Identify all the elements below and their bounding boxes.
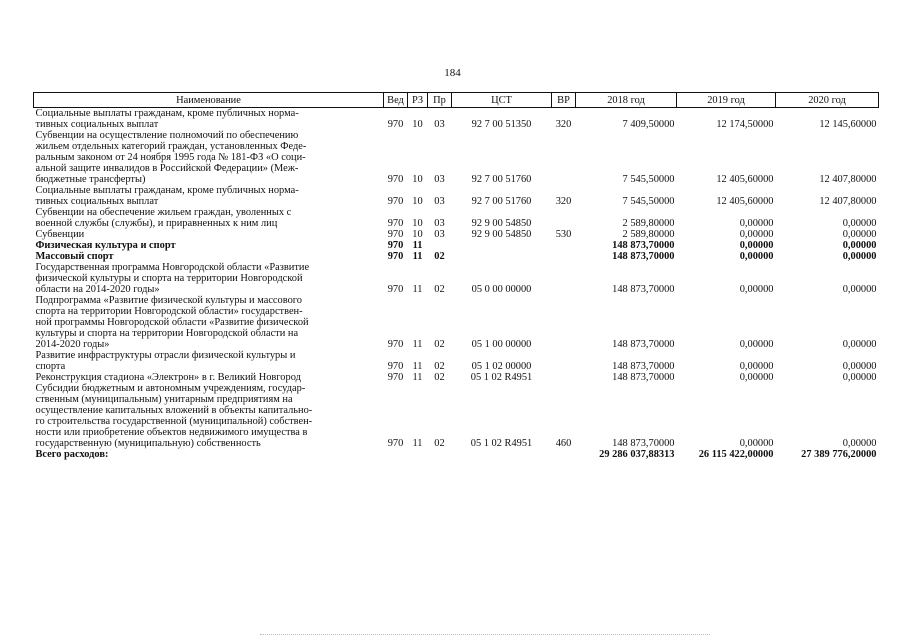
cell-pr: 03 [434, 119, 445, 130]
total-label: Всего расходов: [35, 449, 109, 460]
cell-2019: 0,00000 [739, 361, 774, 372]
row-name [34, 108, 384, 131]
cell-ved: 970 [387, 218, 404, 229]
cell-rz: 11 [412, 438, 423, 449]
row-name [34, 229, 384, 240]
cell-rz: 11 [412, 284, 423, 295]
cell-ved: 970 [387, 196, 404, 207]
cell-vr: 460 [555, 438, 572, 449]
cell-2019: 0,00000 [739, 372, 774, 383]
cell-2018: 7 545,50000 [622, 196, 675, 207]
row-name-line: спорта на территории Новгородской области» государствен- [35, 306, 303, 317]
cell-2019: 0,00000 [739, 229, 774, 240]
row-name-line: физической культуры и спорта на территории Новгородской [35, 273, 303, 284]
table-row [34, 372, 879, 383]
cell-pr: 03 [434, 174, 445, 185]
cell-pr: 02 [434, 372, 445, 383]
cell-2019: 0,00000 [739, 251, 774, 262]
cell-ved: 970 [387, 251, 404, 262]
row-name-line: альной защите инвалидов в Российской Федерации» (Меж- [35, 163, 299, 174]
cell-rz: 11 [412, 339, 423, 350]
row-name [34, 207, 384, 229]
row-name-line: ной программы Новгородской области «Развитие физической [35, 317, 309, 328]
cell-cst: 92 9 00 54850 [471, 229, 532, 240]
cell-vr [552, 130, 576, 185]
cell-pr: 02 [434, 339, 445, 350]
table-row [34, 108, 879, 131]
table-row [34, 262, 879, 295]
cell-rz: 11 [412, 372, 423, 383]
header-2019: 2019 год [677, 93, 776, 108]
cell-2018: 148 873,70000 [612, 339, 675, 350]
row-name [34, 262, 384, 295]
table-row [34, 295, 879, 350]
row-name-line: Развитие инфраструктуры отрасли физической культуры и [35, 350, 296, 361]
table-body [34, 108, 879, 450]
row-name-line: го строительства государственной (муниципальной) собствен- [35, 416, 313, 427]
cell-pr: 03 [434, 229, 445, 240]
cell-vr: 530 [555, 229, 572, 240]
row-name-line: ственным (муниципальным) унитарным предприятиям на [35, 394, 293, 405]
cell-ved: 970 [387, 174, 404, 185]
cell-2019: 12 174,50000 [716, 119, 774, 130]
row-name [34, 130, 384, 185]
table-header-row [34, 93, 879, 108]
cell-cst: 05 1 02 00000 [471, 361, 532, 372]
cell-2018: 148 873,70000 [612, 438, 675, 449]
cell-2020: 0,00000 [842, 339, 877, 350]
cell-rz: 11 [412, 251, 423, 262]
cell-vr [552, 262, 576, 295]
row-name [34, 372, 384, 383]
cell-2020: 0,00000 [842, 240, 877, 251]
total-row [34, 449, 879, 460]
cell-2019: 0,00000 [739, 438, 774, 449]
row-name-line: Государственная программа Новгородской области «Развитие [35, 262, 310, 273]
table-row [34, 229, 879, 240]
cell-ved: 970 [387, 438, 404, 449]
cell-2018: 148 873,70000 [612, 372, 675, 383]
cell-ved: 970 [387, 240, 404, 251]
cell-rz: 11 [412, 361, 423, 372]
cell-vr: 320 [555, 119, 572, 130]
row-name-line: Социальные выплаты гражданам, кроме публичных норма- [35, 185, 299, 196]
cell-2019: 12 405,60000 [716, 196, 774, 207]
row-name [34, 295, 384, 350]
cell-rz: 10 [412, 119, 423, 130]
row-name-line: культуры и спорта на территории Новгородской области на [35, 328, 299, 339]
row-name-line: Субвенции [35, 229, 85, 240]
cell-2018: 148 873,70000 [612, 240, 675, 251]
cell-cst: 05 1 02 R4951 [470, 438, 533, 449]
row-name-line: ности или приобретение объектов недвижимого имущества в [35, 427, 308, 438]
cell-rz: 10 [412, 218, 423, 229]
row-name-line: жильем отдельных категорий граждан, установленных Феде- [35, 141, 307, 152]
table-row [34, 383, 879, 449]
cell-ved: 970 [387, 372, 404, 383]
row-name [34, 185, 384, 207]
header-vr: ВР [552, 93, 576, 108]
header-rz: РЗ [408, 93, 428, 108]
table-row [34, 240, 879, 251]
cell-vr [552, 240, 576, 251]
cell-vr: 320 [555, 196, 572, 207]
cell-pr: 03 [434, 196, 445, 207]
table-row [34, 251, 879, 262]
cell-cst: 92 9 00 54850 [471, 218, 532, 229]
total-2018: 29 286 037,88313 [599, 449, 675, 460]
budget-table [33, 92, 879, 460]
header-cst: ЦСТ [452, 93, 552, 108]
cell-cst: 05 1 00 00000 [471, 339, 532, 350]
cell-rz: 10 [412, 229, 423, 240]
cell-rz: 10 [412, 174, 423, 185]
row-name-line: бюджетные трансферты) [35, 174, 146, 185]
cell-2020: 0,00000 [842, 361, 877, 372]
cell-2018: 148 873,70000 [612, 284, 675, 295]
row-name [34, 383, 384, 449]
cell-2020: 0,00000 [842, 284, 877, 295]
cell-2018: 7 545,50000 [622, 174, 675, 185]
row-name [34, 251, 384, 262]
row-name-line: Массовый спорт [35, 251, 114, 262]
cell-pr: 02 [434, 361, 445, 372]
cell-pr: 02 [434, 251, 445, 262]
row-name-line: Физическая культура и спорт [35, 240, 176, 251]
cell-2020: 0,00000 [842, 372, 877, 383]
row-name-line: военной службы (службы), и приравненных к ним лиц [35, 218, 278, 229]
cell-cst [452, 240, 552, 251]
row-name [34, 240, 384, 251]
cell-cst [452, 251, 552, 262]
row-name-line: тивных социальных выплат [35, 196, 159, 207]
cell-ved: 970 [387, 284, 404, 295]
row-name-line: Реконструкция стадиона «Электрон» в г. Великий Новгород [35, 372, 301, 383]
header-2020: 2020 год [776, 93, 879, 108]
table-row [34, 207, 879, 229]
header-ved: Вед [384, 93, 408, 108]
cell-2018: 7 409,50000 [622, 119, 675, 130]
page-number: 184 [444, 67, 461, 79]
total-2019: 26 115 422,00000 [698, 449, 774, 460]
row-name-line: Подпрограмма «Развитие физической культуры и массового [35, 295, 302, 306]
row-name-line: ральным законом от 24 ноября 1995 года № 181-ФЗ «О соци- [35, 152, 306, 163]
cell-pr: 02 [434, 284, 445, 295]
row-name-line: 2014-2020 годы» [35, 339, 110, 350]
cell-rz: 10 [412, 196, 423, 207]
row-name [34, 350, 384, 372]
row-name-line: спорта [35, 361, 66, 372]
cell-cst: 05 1 02 R4951 [470, 372, 533, 383]
cell-2020: 0,00000 [842, 229, 877, 240]
cell-cst: 05 0 00 00000 [471, 284, 532, 295]
cell-ved: 970 [387, 361, 404, 372]
cell-2018: 148 873,70000 [612, 251, 675, 262]
cell-2020: 12 407,80000 [819, 174, 877, 185]
cell-2018: 2 589,80000 [622, 229, 675, 240]
cell-ved: 970 [387, 339, 404, 350]
row-name-line: Субсидии бюджетным и автономным учреждениям, государ- [35, 383, 306, 394]
cell-2020: 0,00000 [842, 438, 877, 449]
cell-2019: 0,00000 [739, 284, 774, 295]
cell-pr: 03 [434, 218, 445, 229]
row-name-line: Социальные выплаты гражданам, кроме публичных норма- [35, 108, 299, 119]
cell-2019: 0,00000 [739, 339, 774, 350]
row-name-line: тивных социальных выплат [35, 119, 159, 130]
row-name-line: осуществление капитальных вложений в объекты капитально- [35, 405, 313, 416]
cell-pr: 02 [434, 438, 445, 449]
cell-2019: 12 405,60000 [716, 174, 774, 185]
table-row [34, 185, 879, 207]
cell-2020: 12 407,80000 [819, 196, 877, 207]
table-row [34, 350, 879, 372]
row-name-line: государственную (муниципальную) собственность [35, 438, 261, 449]
row-name-line: области на 2014-2020 годы» [35, 284, 160, 295]
cell-cst: 92 7 00 51350 [471, 119, 532, 130]
cell-2019: 0,00000 [739, 240, 774, 251]
cell-vr [552, 251, 576, 262]
cell-rz: 11 [412, 240, 423, 251]
cell-cst: 92 7 00 51760 [471, 196, 532, 207]
cell-pr [428, 240, 452, 251]
cell-2020: 0,00000 [842, 218, 877, 229]
cell-vr [552, 295, 576, 350]
table-row [34, 130, 879, 185]
cell-vr [552, 207, 576, 229]
cell-vr [552, 350, 576, 372]
cell-2019: 0,00000 [739, 218, 774, 229]
header-name: Наименование [34, 93, 384, 108]
row-name-line: Субвенции на обеспечение жильем граждан, уволенных с [35, 207, 292, 218]
cell-cst: 92 7 00 51760 [471, 174, 532, 185]
total-2020: 27 389 776,20000 [801, 449, 877, 460]
cell-2018: 148 873,70000 [612, 361, 675, 372]
header-pr: Пр [428, 93, 452, 108]
cell-vr [552, 372, 576, 383]
row-name-line: Субвенции на осуществление полномочий по обеспечению [35, 130, 299, 141]
cell-2018: 2 589,80000 [622, 218, 675, 229]
cell-ved: 970 [387, 119, 404, 130]
scan-artifact-divider [260, 634, 710, 637]
cell-2020: 0,00000 [842, 251, 877, 262]
cell-ved: 970 [387, 229, 404, 240]
cell-2020: 12 145,60000 [819, 119, 877, 130]
header-2018: 2018 год [576, 93, 677, 108]
